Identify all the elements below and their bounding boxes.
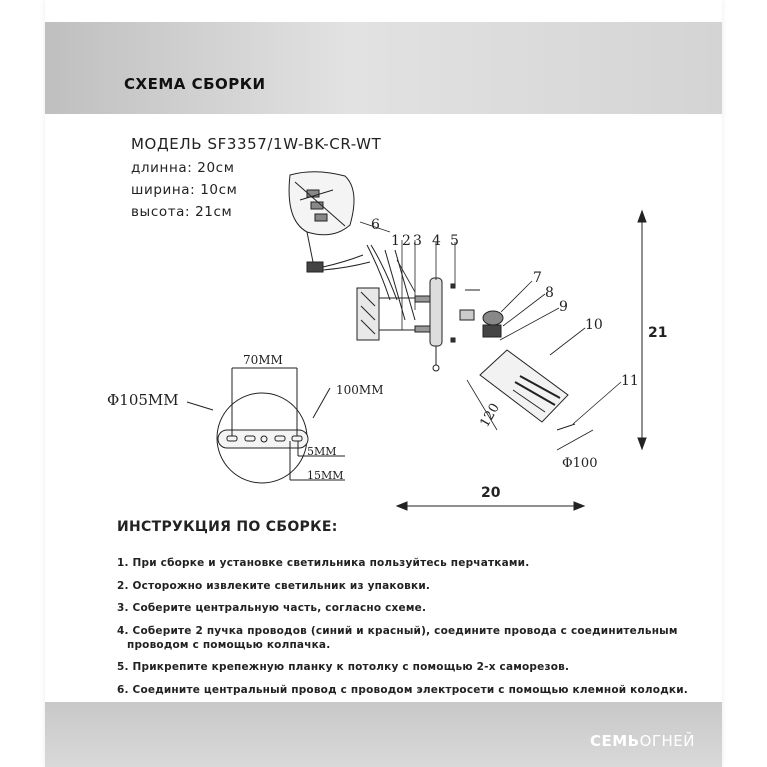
overall-height-label: 21 bbox=[648, 325, 668, 341]
callout-2: 2 bbox=[402, 233, 411, 249]
socket-and-shade bbox=[460, 310, 575, 430]
overall-width-label: 20 bbox=[481, 485, 501, 501]
callout-3: 3 bbox=[413, 233, 422, 249]
assembly-sheet bbox=[45, 0, 722, 767]
plate-slot-small-label: 5MM bbox=[307, 445, 337, 458]
wire-connector-inset bbox=[289, 172, 370, 272]
plate-slot-large-label: 15MM bbox=[307, 469, 344, 482]
wall-bracket bbox=[357, 245, 431, 340]
plate-diameter-label: Φ105MM bbox=[107, 391, 179, 409]
callout-10: 10 bbox=[585, 317, 603, 333]
callout-7: 7 bbox=[533, 270, 542, 286]
callout-8: 8 bbox=[545, 285, 554, 301]
canopy bbox=[430, 278, 480, 371]
callout-1: 1 bbox=[391, 233, 400, 249]
callout-6: 6 bbox=[371, 217, 380, 233]
callout-5: 5 bbox=[450, 233, 459, 249]
instruction-step: 1. При сборке и установке светильника пользуйтесь перчатками. bbox=[117, 557, 530, 569]
footer-band bbox=[45, 702, 722, 767]
shade-diameter-label: Φ100 bbox=[562, 456, 598, 471]
dimension-length: длинна: 20см bbox=[131, 160, 235, 176]
plate-spacing-label: 70MM bbox=[243, 353, 283, 367]
instruction-step: 3. Соберите центральную часть, согласно схеме. bbox=[117, 602, 427, 614]
model-name: МОДЕЛЬ SF3357/1W-BK-CR-WT bbox=[131, 135, 382, 153]
callout-11: 11 bbox=[621, 373, 639, 389]
callout-4: 4 bbox=[432, 233, 441, 249]
instruction-step: 2. Осторожно извлеките светильник из упаковки. bbox=[117, 579, 431, 592]
callout-9: 9 bbox=[559, 299, 568, 315]
page-title: СХЕМА СБОРКИ bbox=[124, 75, 266, 93]
dimension-height: высота: 21см bbox=[131, 204, 233, 220]
instructions-title: ИНСТРУКЦИЯ ПО СБОРКЕ: bbox=[117, 519, 338, 535]
shade-height-label: 120 bbox=[477, 400, 503, 430]
instruction-step: 6. Соедините центральный провод с проводом электросети с помощью клемной колодки. bbox=[117, 683, 688, 696]
instructions-list bbox=[117, 556, 688, 705]
instruction-step: 4. Соберите 2 пучка проводов (синий и красный), соедините провода с соединительным проводом с помощью колпачка. bbox=[117, 624, 678, 651]
brand-logo: СЕМЬОГНЕЙ bbox=[589, 732, 695, 750]
dimension-width: ширина: 10см bbox=[131, 182, 238, 198]
instruction-step: 5. Прикрепите крепежную планку к потолку с помощью 2-х саморезов. bbox=[117, 661, 570, 673]
mounting-plate bbox=[187, 368, 345, 483]
plate-outer-label: 100MM bbox=[336, 383, 384, 397]
